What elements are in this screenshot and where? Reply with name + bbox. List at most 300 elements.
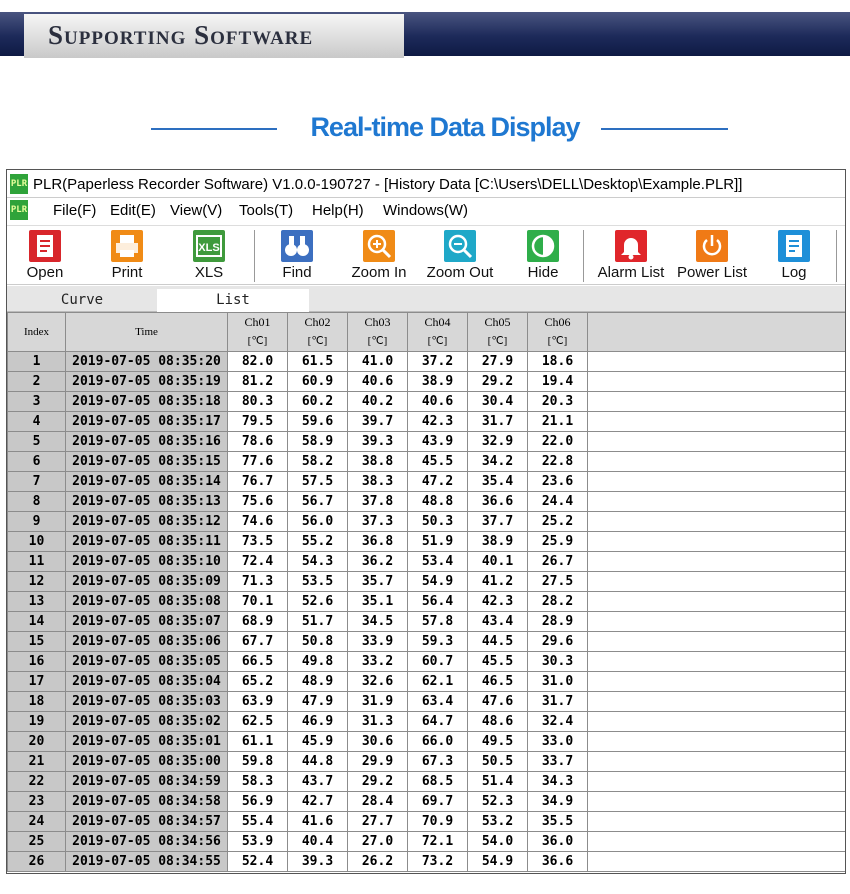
heading-line-right (601, 128, 728, 130)
row-filler (588, 712, 846, 732)
ch01-value[interactable]: 63.9 (228, 692, 288, 712)
ch04-value[interactable]: 64.7 (408, 712, 468, 732)
ch03-value[interactable]: 30.6 (348, 732, 408, 752)
menu-windows[interactable]: Windows(W) (383, 202, 468, 219)
ch06-value[interactable]: 27.5 (528, 572, 588, 592)
row-time[interactable]: 2019-07-05 08:35:20 (66, 352, 228, 372)
row-time[interactable]: 2019-07-05 08:35:17 (66, 412, 228, 432)
row-index[interactable]: 20 (8, 732, 66, 752)
row-time[interactable]: 2019-07-05 08:35:13 (66, 492, 228, 512)
header-row (8, 313, 846, 352)
table-row[interactable] (8, 852, 846, 872)
ch01-value[interactable]: 81.2 (228, 372, 288, 392)
row-time[interactable]: 2019-07-05 08:35:19 (66, 372, 228, 392)
row-time[interactable]: 2019-07-05 08:35:02 (66, 712, 228, 732)
ch05-value[interactable]: 43.4 (468, 612, 528, 632)
ch03-value[interactable]: 39.3 (348, 432, 408, 452)
channel-name: Ch03 (364, 315, 391, 329)
channel-name: Ch02 (304, 315, 331, 329)
ch01-value[interactable]: 77.6 (228, 452, 288, 472)
ch02-value[interactable]: 60.9 (288, 372, 348, 392)
ch05-value[interactable]: 47.6 (468, 692, 528, 712)
find-label: Find (282, 264, 312, 281)
table-row[interactable] (8, 372, 846, 392)
power-list-button[interactable] (672, 228, 752, 284)
ch02-value[interactable]: 56.7 (288, 492, 348, 512)
ch01-value[interactable]: 66.5 (228, 652, 288, 672)
ch05-value[interactable]: 37.7 (468, 512, 528, 532)
table-row[interactable] (8, 412, 846, 432)
ch06-value[interactable]: 25.9 (528, 532, 588, 552)
find-button[interactable] (265, 228, 329, 284)
ch03-value[interactable]: 38.3 (348, 472, 408, 492)
ch04-value[interactable]: 62.1 (408, 672, 468, 692)
xls-icon (193, 230, 225, 262)
toolbar-separator (836, 230, 837, 282)
row-filler (588, 772, 846, 792)
row-index[interactable]: 22 (8, 772, 66, 792)
ch04-value[interactable]: 59.3 (408, 632, 468, 652)
row-filler (588, 512, 846, 532)
table-row[interactable] (8, 832, 846, 852)
row-time[interactable]: 2019-07-05 08:34:57 (66, 812, 228, 832)
menu-tools[interactable]: Tools(T) (239, 202, 294, 219)
ch05-value[interactable]: 36.6 (468, 492, 528, 512)
ch01-value[interactable]: 76.7 (228, 472, 288, 492)
ch01-value[interactable]: 75.6 (228, 492, 288, 512)
row-time[interactable]: 2019-07-05 08:35:15 (66, 452, 228, 472)
ch02-value[interactable]: 55.2 (288, 532, 348, 552)
menu-edit[interactable]: Edit(E) (110, 202, 156, 219)
row-time[interactable]: 2019-07-05 08:35:11 (66, 532, 228, 552)
ch03-value[interactable]: 38.8 (348, 452, 408, 472)
ch01-value[interactable]: 59.8 (228, 752, 288, 772)
heading-line-left (151, 128, 277, 130)
ch01-value[interactable]: 73.5 (228, 532, 288, 552)
section-banner (0, 0, 850, 64)
ch03-value[interactable]: 35.1 (348, 592, 408, 612)
channel-name: Ch01 (244, 315, 271, 329)
table-row[interactable] (8, 772, 846, 792)
ch04-value[interactable]: 50.3 (408, 512, 468, 532)
ch03-value[interactable]: 33.2 (348, 652, 408, 672)
table-row[interactable] (8, 612, 846, 632)
table-row[interactable] (8, 452, 846, 472)
column-header-ch05[interactable] (468, 313, 528, 352)
ch02-value[interactable]: 46.9 (288, 712, 348, 732)
ch01-value[interactable]: 74.6 (228, 512, 288, 532)
table-row[interactable] (8, 392, 846, 412)
ch04-value[interactable]: 42.3 (408, 412, 468, 432)
menu-view[interactable]: View(V) (170, 202, 223, 219)
ch03-value[interactable]: 36.8 (348, 532, 408, 552)
table-row[interactable] (8, 752, 846, 772)
row-filler (588, 752, 846, 772)
ch05-value[interactable]: 46.5 (468, 672, 528, 692)
print-button[interactable] (95, 228, 159, 284)
ch04-value[interactable]: 56.4 (408, 592, 468, 612)
row-time[interactable]: 2019-07-05 08:35:05 (66, 652, 228, 672)
channel-unit: [℃] (247, 335, 268, 347)
row-time[interactable]: 2019-07-05 08:35:06 (66, 632, 228, 652)
ch06-value[interactable]: 28.9 (528, 612, 588, 632)
table-row[interactable] (8, 352, 846, 372)
ch05-value[interactable]: 29.2 (468, 372, 528, 392)
table-row[interactable] (8, 472, 846, 492)
hide-button[interactable] (511, 228, 575, 284)
ch02-value[interactable]: 60.2 (288, 392, 348, 412)
ch02-value[interactable]: 58.2 (288, 452, 348, 472)
ch06-value[interactable]: 34.3 (528, 772, 588, 792)
ch01-value[interactable]: 56.9 (228, 792, 288, 812)
ch05-value[interactable]: 31.7 (468, 412, 528, 432)
ch02-value[interactable]: 52.6 (288, 592, 348, 612)
ch06-value[interactable]: 36.0 (528, 832, 588, 852)
zoom-in-button[interactable] (345, 228, 413, 284)
row-index[interactable]: 3 (8, 392, 66, 412)
ch04-value[interactable]: 40.6 (408, 392, 468, 412)
alarm-list-label: Alarm List (597, 264, 665, 281)
ch06-value[interactable]: 21.1 (528, 412, 588, 432)
ch01-value[interactable]: 52.4 (228, 852, 288, 872)
ch06-value[interactable]: 33.0 (528, 732, 588, 752)
ch02-value[interactable]: 54.3 (288, 552, 348, 572)
zoom-out-label: Zoom Out (426, 264, 494, 281)
table-row[interactable] (8, 712, 846, 732)
row-index[interactable]: 9 (8, 512, 66, 532)
row-filler (588, 692, 846, 712)
row-index[interactable]: 23 (8, 792, 66, 812)
ch05-value[interactable]: 34.2 (468, 452, 528, 472)
ch01-value[interactable]: 53.9 (228, 832, 288, 852)
ch06-value[interactable]: 31.0 (528, 672, 588, 692)
column-header-ch03[interactable] (348, 313, 408, 352)
row-index[interactable]: 8 (8, 492, 66, 512)
row-filler (588, 632, 846, 652)
ch02-value[interactable]: 59.6 (288, 412, 348, 432)
app-logo-icon: PLR (10, 174, 28, 194)
ch04-value[interactable]: 37.2 (408, 352, 468, 372)
ch02-value[interactable]: 44.8 (288, 752, 348, 772)
ch02-value[interactable]: 57.5 (288, 472, 348, 492)
ch02-value[interactable]: 53.5 (288, 572, 348, 592)
ch03-value[interactable]: 26.2 (348, 852, 408, 872)
ch03-value[interactable]: 28.4 (348, 792, 408, 812)
table-row[interactable] (8, 692, 846, 712)
ch03-value[interactable]: 34.5 (348, 612, 408, 632)
ch05-value[interactable]: 27.9 (468, 352, 528, 372)
print-label: Print (111, 264, 143, 281)
row-filler (588, 412, 846, 432)
ch01-value[interactable]: 55.4 (228, 812, 288, 832)
row-time[interactable]: 2019-07-05 08:35:08 (66, 592, 228, 612)
ch01-value[interactable]: 78.6 (228, 432, 288, 452)
row-index[interactable]: 10 (8, 532, 66, 552)
row-time[interactable]: 2019-07-05 08:35:04 (66, 672, 228, 692)
row-time[interactable]: 2019-07-05 08:35:18 (66, 392, 228, 412)
ch02-value[interactable]: 51.7 (288, 612, 348, 632)
ch03-value[interactable]: 39.7 (348, 412, 408, 432)
ch03-value[interactable]: 32.6 (348, 672, 408, 692)
column-header-index[interactable]: Index (8, 313, 66, 352)
row-time[interactable]: 2019-07-05 08:34:56 (66, 832, 228, 852)
ch04-value[interactable]: 51.9 (408, 532, 468, 552)
row-filler (588, 472, 846, 492)
row-filler (588, 432, 846, 452)
row-index[interactable]: 21 (8, 752, 66, 772)
ch05-value[interactable]: 38.9 (468, 532, 528, 552)
ch04-value[interactable]: 45.5 (408, 452, 468, 472)
ch05-value[interactable]: 49.5 (468, 732, 528, 752)
column-header-ch01[interactable] (228, 313, 288, 352)
ch03-value[interactable]: 37.3 (348, 512, 408, 532)
table-row[interactable] (8, 492, 846, 512)
row-time[interactable]: 2019-07-05 08:35:00 (66, 752, 228, 772)
row-index[interactable]: 24 (8, 812, 66, 832)
ch06-value[interactable]: 26.7 (528, 552, 588, 572)
ch02-value[interactable]: 45.9 (288, 732, 348, 752)
row-time[interactable]: 2019-07-05 08:35:03 (66, 692, 228, 712)
ch04-value[interactable]: 48.8 (408, 492, 468, 512)
column-header-ch02[interactable] (288, 313, 348, 352)
menu-file[interactable]: File(F) (53, 202, 97, 219)
ch04-value[interactable]: 66.0 (408, 732, 468, 752)
column-header-time[interactable]: Time (66, 313, 228, 352)
row-index[interactable]: 2 (8, 372, 66, 392)
table-row[interactable] (8, 632, 846, 652)
ch04-value[interactable]: 53.4 (408, 552, 468, 572)
ch05-value[interactable]: 35.4 (468, 472, 528, 492)
ch05-value[interactable]: 41.2 (468, 572, 528, 592)
row-index[interactable]: 18 (8, 692, 66, 712)
ch05-value[interactable]: 30.4 (468, 392, 528, 412)
row-filler (588, 452, 846, 472)
ch02-value[interactable]: 47.9 (288, 692, 348, 712)
ch04-value[interactable]: 47.2 (408, 472, 468, 492)
ch06-value[interactable]: 31.7 (528, 692, 588, 712)
ch01-value[interactable]: 71.3 (228, 572, 288, 592)
row-index[interactable]: 5 (8, 432, 66, 452)
column-header-ch06[interactable] (528, 313, 588, 352)
table-row[interactable] (8, 552, 846, 572)
ch04-value[interactable]: 43.9 (408, 432, 468, 452)
table-row[interactable] (8, 592, 846, 612)
table-row[interactable] (8, 432, 846, 452)
row-filler (588, 732, 846, 752)
ch04-value[interactable]: 57.8 (408, 612, 468, 632)
row-index[interactable]: 6 (8, 452, 66, 472)
ch03-value[interactable]: 35.7 (348, 572, 408, 592)
ch06-value[interactable]: 18.6 (528, 352, 588, 372)
alarm-list-button[interactable] (591, 228, 671, 284)
row-time[interactable]: 2019-07-05 08:34:55 (66, 852, 228, 872)
open-button[interactable] (13, 228, 77, 284)
ch05-value[interactable]: 44.5 (468, 632, 528, 652)
ch04-value[interactable]: 69.7 (408, 792, 468, 812)
ch01-value[interactable]: 68.9 (228, 612, 288, 632)
ch01-value[interactable]: 82.0 (228, 352, 288, 372)
table-row[interactable] (8, 652, 846, 672)
ch02-value[interactable]: 58.9 (288, 432, 348, 452)
ch06-value[interactable]: 28.2 (528, 592, 588, 612)
xls-button[interactable] (177, 228, 241, 284)
ch06-value[interactable]: 33.7 (528, 752, 588, 772)
row-index[interactable]: 4 (8, 412, 66, 432)
ch01-value[interactable]: 79.5 (228, 412, 288, 432)
column-header-ch04[interactable] (408, 313, 468, 352)
ch03-value[interactable]: 31.3 (348, 712, 408, 732)
ch06-value[interactable]: 36.6 (528, 852, 588, 872)
table-row[interactable] (8, 572, 846, 592)
ch06-value[interactable]: 23.6 (528, 472, 588, 492)
log-document-icon (778, 230, 810, 262)
row-index[interactable]: 11 (8, 552, 66, 572)
ch02-value[interactable]: 39.3 (288, 852, 348, 872)
ch03-value[interactable]: 40.6 (348, 372, 408, 392)
ch01-value[interactable]: 72.4 (228, 552, 288, 572)
banner-title: Supporting Software (48, 20, 314, 50)
row-index[interactable]: 12 (8, 572, 66, 592)
ch03-value[interactable]: 29.9 (348, 752, 408, 772)
ch03-value[interactable]: 36.2 (348, 552, 408, 572)
ch05-value[interactable]: 52.3 (468, 792, 528, 812)
row-time[interactable]: 2019-07-05 08:35:01 (66, 732, 228, 752)
table-row[interactable] (8, 532, 846, 552)
row-time[interactable]: 2019-07-05 08:35:07 (66, 612, 228, 632)
ch05-value[interactable]: 51.4 (468, 772, 528, 792)
table-row[interactable] (8, 732, 846, 752)
ch06-value[interactable]: 34.9 (528, 792, 588, 812)
ch06-value[interactable]: 30.3 (528, 652, 588, 672)
ch01-value[interactable]: 58.3 (228, 772, 288, 792)
ch03-value[interactable]: 37.8 (348, 492, 408, 512)
ch06-value[interactable]: 32.4 (528, 712, 588, 732)
row-index[interactable]: 19 (8, 712, 66, 732)
ch04-value[interactable]: 60.7 (408, 652, 468, 672)
ch06-value[interactable]: 25.2 (528, 512, 588, 532)
ch05-value[interactable]: 53.2 (468, 812, 528, 832)
table-row[interactable] (8, 812, 846, 832)
ch04-value[interactable]: 54.9 (408, 572, 468, 592)
row-index[interactable]: 26 (8, 852, 66, 872)
row-time[interactable]: 2019-07-05 08:35:12 (66, 512, 228, 532)
ch05-value[interactable]: 42.3 (468, 592, 528, 612)
ch03-value[interactable]: 41.0 (348, 352, 408, 372)
ch04-value[interactable]: 68.5 (408, 772, 468, 792)
ch06-value[interactable]: 24.4 (528, 492, 588, 512)
ch01-value[interactable]: 70.1 (228, 592, 288, 612)
channel-unit: [℃] (487, 335, 508, 347)
ch02-value[interactable]: 49.8 (288, 652, 348, 672)
ch03-value[interactable]: 27.7 (348, 812, 408, 832)
ch06-value[interactable]: 22.0 (528, 432, 588, 452)
ch04-value[interactable]: 73.2 (408, 852, 468, 872)
ch04-value[interactable]: 70.9 (408, 812, 468, 832)
row-filler (588, 572, 846, 592)
row-index[interactable]: 15 (8, 632, 66, 652)
row-time[interactable]: 2019-07-05 08:35:16 (66, 432, 228, 452)
power-icon (696, 230, 728, 262)
ch02-value[interactable]: 50.8 (288, 632, 348, 652)
ch05-value[interactable]: 32.9 (468, 432, 528, 452)
ch05-value[interactable]: 54.0 (468, 832, 528, 852)
ch05-value[interactable]: 48.6 (468, 712, 528, 732)
row-index[interactable]: 7 (8, 472, 66, 492)
row-index[interactable]: 13 (8, 592, 66, 612)
data-grid[interactable] (7, 312, 845, 874)
ch06-value[interactable]: 19.4 (528, 372, 588, 392)
ch03-value[interactable]: 33.9 (348, 632, 408, 652)
ch02-value[interactable]: 42.7 (288, 792, 348, 812)
ch06-value[interactable]: 35.5 (528, 812, 588, 832)
channel-name: Ch05 (484, 315, 511, 329)
row-filler (588, 812, 846, 832)
ch02-value[interactable]: 56.0 (288, 512, 348, 532)
row-time[interactable]: 2019-07-05 08:35:10 (66, 552, 228, 572)
tab-curve[interactable]: Curve (60, 292, 104, 308)
ch05-value[interactable]: 50.5 (468, 752, 528, 772)
ch04-value[interactable]: 72.1 (408, 832, 468, 852)
toolbar-separator (583, 230, 584, 282)
log-label: Log (781, 264, 807, 281)
row-time[interactable]: 2019-07-05 08:35:09 (66, 572, 228, 592)
row-filler (588, 392, 846, 412)
ch04-value[interactable]: 67.3 (408, 752, 468, 772)
ch03-value[interactable]: 40.2 (348, 392, 408, 412)
ch01-value[interactable]: 65.2 (228, 672, 288, 692)
ch04-value[interactable]: 63.4 (408, 692, 468, 712)
ch02-value[interactable]: 61.5 (288, 352, 348, 372)
zoom-out-button[interactable] (421, 228, 499, 284)
ch06-value[interactable]: 20.3 (528, 392, 588, 412)
ch03-value[interactable]: 27.0 (348, 832, 408, 852)
ch03-value[interactable]: 31.9 (348, 692, 408, 712)
ch02-value[interactable]: 43.7 (288, 772, 348, 792)
ch01-value[interactable]: 80.3 (228, 392, 288, 412)
ch02-value[interactable]: 48.9 (288, 672, 348, 692)
tab-list[interactable]: List (157, 289, 309, 312)
ch03-value[interactable]: 29.2 (348, 772, 408, 792)
row-time[interactable]: 2019-07-05 08:34:58 (66, 792, 228, 812)
ch05-value[interactable]: 45.5 (468, 652, 528, 672)
row-index[interactable]: 1 (8, 352, 66, 372)
ch05-value[interactable]: 40.1 (468, 552, 528, 572)
table-row[interactable] (8, 672, 846, 692)
ch02-value[interactable]: 41.6 (288, 812, 348, 832)
ch06-value[interactable]: 22.8 (528, 452, 588, 472)
table-row[interactable] (8, 512, 846, 532)
ch01-value[interactable]: 61.1 (228, 732, 288, 752)
ch01-value[interactable]: 67.7 (228, 632, 288, 652)
ch02-value[interactable]: 40.4 (288, 832, 348, 852)
row-index[interactable]: 25 (8, 832, 66, 852)
ch04-value[interactable]: 38.9 (408, 372, 468, 392)
menu-bar (7, 198, 845, 224)
table-row[interactable] (8, 792, 846, 812)
log-button[interactable] (762, 228, 826, 284)
row-time[interactable]: 2019-07-05 08:35:14 (66, 472, 228, 492)
menu-help[interactable]: Help(H) (312, 202, 364, 219)
row-filler (588, 372, 846, 392)
ch06-value[interactable]: 29.6 (528, 632, 588, 652)
row-index[interactable]: 17 (8, 672, 66, 692)
row-time[interactable]: 2019-07-05 08:34:59 (66, 772, 228, 792)
app-window (6, 169, 846, 874)
ch01-value[interactable]: 62.5 (228, 712, 288, 732)
row-index[interactable]: 14 (8, 612, 66, 632)
ch05-value[interactable]: 54.9 (468, 852, 528, 872)
row-index[interactable]: 16 (8, 652, 66, 672)
